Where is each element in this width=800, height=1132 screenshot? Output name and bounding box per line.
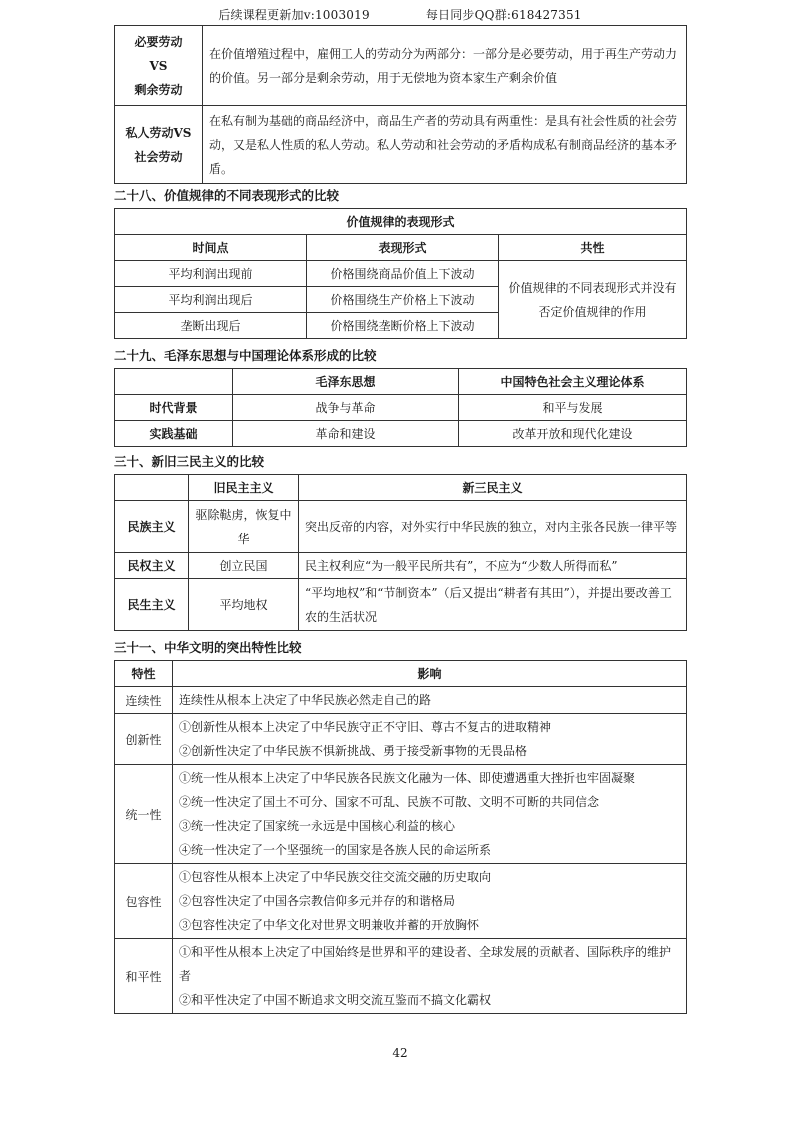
table-row <box>115 714 687 765</box>
row-label: 时代背景 <box>115 395 233 421</box>
trait-label: 和平性 <box>115 939 173 1014</box>
header-contact-left: 后续课程更新加v:1003019 <box>218 8 370 22</box>
table-cell: 改革开放和现代化建设 <box>459 421 687 447</box>
label-line: 社会劳动 <box>134 149 183 164</box>
label-line: 剩余劳动 <box>134 82 183 97</box>
effect-item: ①统一性从根本上决定了中华民族各民族文化融为一体、即使遭遇重大挫折也牢固凝聚 <box>179 771 636 785</box>
table-cell: 和平与发展 <box>459 395 687 421</box>
effect-item: 连续性从根本上决定了中华民族必然走自己的路 <box>179 693 432 707</box>
civilization-traits-table <box>114 660 687 1014</box>
section-title: 二十九、毛泽东思想与中国理论体系形成的比较 <box>114 348 377 363</box>
effect-item: ②创新性决定了中华民族不惧新挑战、勇于接受新事物的无畏品格 <box>179 744 528 758</box>
section-29 <box>114 344 686 447</box>
table-cell: 价格围绕商品价值上下波动 <box>307 261 499 287</box>
label-line: VS <box>149 58 168 73</box>
common-cell: 价值规律的不同表现形式并没有否定价值规律的作用 <box>499 261 687 339</box>
table-cell: 价格围绕垄断价格上下波动 <box>307 313 499 339</box>
table-row <box>115 553 687 579</box>
page-header <box>0 6 800 23</box>
row-label: 实践基础 <box>115 421 233 447</box>
table-header-row <box>115 235 687 261</box>
table-cell: 革命和建设 <box>233 421 459 447</box>
trait-effects <box>173 714 687 765</box>
table-cell: 战争与革命 <box>233 395 459 421</box>
column-header: 表现形式 <box>307 235 499 261</box>
column-header: 中国特色社会主义理论体系 <box>459 369 687 395</box>
section-31 <box>114 636 686 1014</box>
effect-item: ①和平性从根本上决定了中国始终是世界和平的建设者、全球发展的贡献者、国际秩序的维护者 <box>179 945 672 983</box>
column-header: 特性 <box>115 661 173 687</box>
column-header: 毛泽东思想 <box>233 369 459 395</box>
labor-comparison-section <box>114 25 686 184</box>
column-header: 影响 <box>173 661 687 687</box>
table-header-row <box>115 475 687 501</box>
table-row <box>115 687 687 714</box>
section-28 <box>114 184 686 339</box>
row-label: 民族主义 <box>115 501 189 553</box>
table-row <box>115 26 687 106</box>
effect-item: ①创新性从根本上决定了中华民族守正不守旧、尊古不复古的进取精神 <box>179 720 552 734</box>
row-label: 民权主义 <box>115 553 189 579</box>
effect-item: ④统一性决定了一个坚强统一的国家是各族人民的命运所系 <box>179 843 492 857</box>
table-cell: 创立民国 <box>189 553 299 579</box>
table-header-row <box>115 661 687 687</box>
trait-label: 连续性 <box>115 687 173 714</box>
table-cell: 平均利润出现前 <box>115 261 307 287</box>
row-text: 在价值增殖过程中，雇佣工人的劳动分为两部分：一部分是必要劳动，用于再生产劳动力的价值。另一部分是剩余劳动，用于无偿地为资本家生产剩余价值 <box>203 26 687 106</box>
section-title: 二十八、价值规律的不同表现形式的比较 <box>114 188 340 203</box>
three-principles-table <box>114 474 687 631</box>
effect-item: ①包容性从根本上决定了中华民族交往交流交融的历史取向 <box>179 870 492 884</box>
table-caption-row <box>115 209 687 235</box>
section-title: 三十一、中华文明的突出特性比较 <box>114 640 302 655</box>
table-row <box>115 501 687 553</box>
trait-effects <box>173 939 687 1014</box>
table-row <box>115 579 687 631</box>
trait-label: 创新性 <box>115 714 173 765</box>
effect-item: ②包容性决定了中国各宗教信仰多元并存的和谐格局 <box>179 894 456 908</box>
page-number: 42 <box>392 1046 408 1060</box>
label-line: 私人劳动VS <box>125 125 192 140</box>
table-caption: 价值规律的表现形式 <box>115 209 687 235</box>
trait-effects <box>173 864 687 939</box>
column-header: 共性 <box>499 235 687 261</box>
table-cell: “平均地权”和“节制资本”（后又提出“耕者有其田”），并提出要改善工农的生活状况 <box>299 579 687 631</box>
table-row <box>115 106 687 184</box>
table-cell: 垄断出现后 <box>115 313 307 339</box>
theory-comparison-table <box>114 368 687 447</box>
trait-effects <box>173 765 687 864</box>
effect-item: ③包容性决定了中华文化对世界文明兼收并蓄的开放胸怀 <box>179 918 480 932</box>
section-title: 三十、新旧三民主义的比较 <box>114 454 265 469</box>
table-cell: 驱除鞑虏，恢复中华 <box>189 501 299 553</box>
row-label <box>115 106 203 184</box>
table-cell: 突出反帝的内容，对外实行中华民族的独立，对内主张各民族一律平等 <box>299 501 687 553</box>
table-cell: 民主权利应“为一般平民所共有”，不应为“少数人所得而私” <box>299 553 687 579</box>
row-text: 在私有制为基础的商品经济中，商品生产者的劳动具有两重性：是具有社会性质的社会劳动，又是私人性质的私人劳动。私人劳动和社会劳动的矛盾构成私有制商品经济的基本矛盾。 <box>203 106 687 184</box>
effect-item: ②和平性决定了中国不断追求文明交流互鉴而不搞文化霸权 <box>179 993 492 1007</box>
effect-item: ③统一性决定了国家统一永远是中国核心利益的核心 <box>179 819 456 833</box>
table-cell: 平均利润出现后 <box>115 287 307 313</box>
column-header <box>115 475 189 501</box>
section-30 <box>114 450 686 631</box>
table-row <box>115 395 687 421</box>
table-row <box>115 765 687 864</box>
table-row <box>115 939 687 1014</box>
value-law-table <box>114 208 687 339</box>
column-header: 时间点 <box>115 235 307 261</box>
table-row <box>115 864 687 939</box>
header-contact-right: 每日同步QQ群:618427351 <box>425 8 582 22</box>
trait-label: 统一性 <box>115 765 173 864</box>
column-header: 旧民主主义 <box>189 475 299 501</box>
effect-item: ②统一性决定了国土不可分、国家不可乱、民族不可散、文明不可断的共同信念 <box>179 795 600 809</box>
table-row <box>115 421 687 447</box>
table-cell: 价格围绕生产价格上下波动 <box>307 287 499 313</box>
row-label: 民生主义 <box>115 579 189 631</box>
table-row <box>115 261 687 287</box>
table-cell: 平均地权 <box>189 579 299 631</box>
trait-label: 包容性 <box>115 864 173 939</box>
column-header: 新三民主义 <box>299 475 687 501</box>
row-label <box>115 26 203 106</box>
column-header <box>115 369 233 395</box>
labor-comparison-table <box>114 25 687 184</box>
trait-effects <box>173 687 687 714</box>
label-line: 必要劳动 <box>134 34 183 49</box>
table-header-row <box>115 369 687 395</box>
